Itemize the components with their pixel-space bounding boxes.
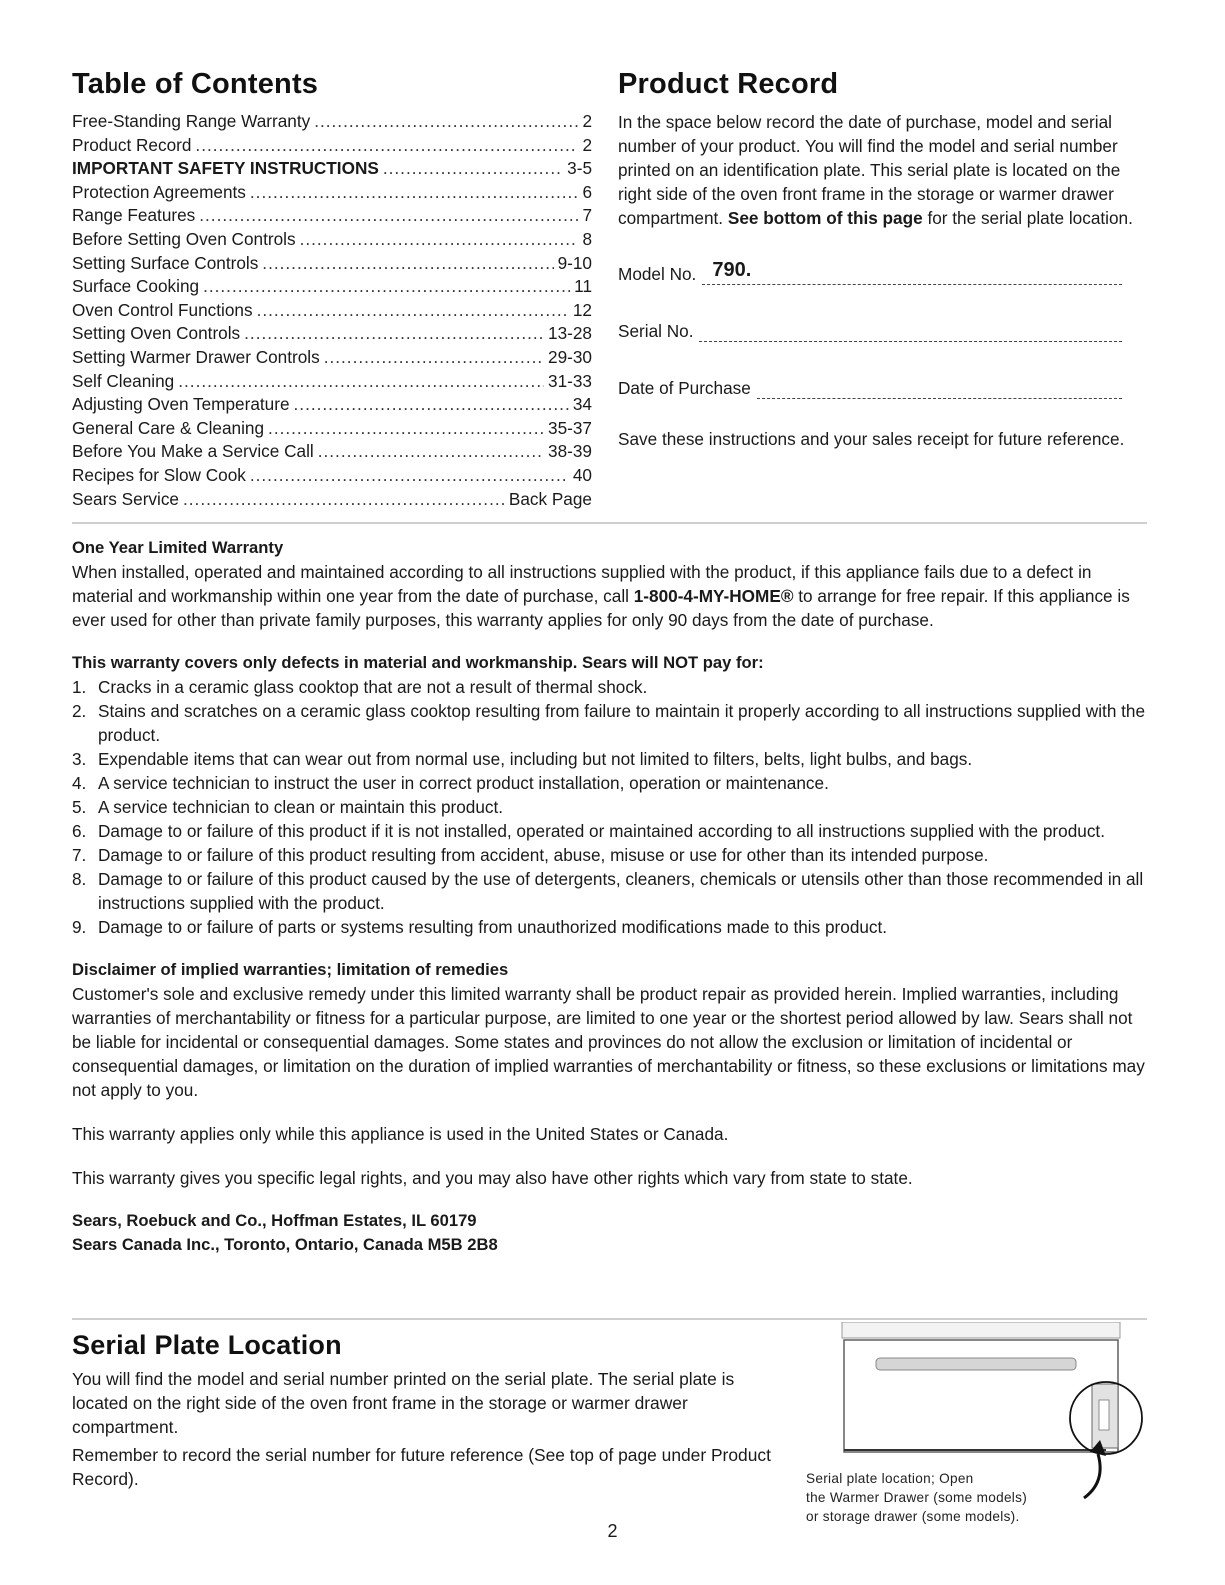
exclusion-number: 1.	[72, 677, 87, 697]
toc-entry-label: Free-Standing Range Warranty	[72, 111, 311, 131]
intro-text: In the space below record the date of purchase, model and serial number of your product. You will find the model and serial number printed on an identification plate. This serial plate is located on the right side of the oven front frame in the storage or warmer drawer compartment.	[618, 112, 1121, 228]
toc-leader-dots	[203, 275, 570, 299]
toc-entry[interactable]	[72, 299, 592, 323]
toc-entry-page: 40	[572, 464, 592, 485]
toc-entry-label: IMPORTANT SAFETY INSTRUCTIONS	[72, 158, 379, 179]
toc-entry-page: 29-30	[548, 346, 592, 367]
toc-entry-page: 2	[582, 134, 592, 155]
product-record-intro	[618, 110, 1148, 230]
disclaimer-heading: Disclaimer of implied warranties; limitation of remedies	[72, 960, 509, 979]
toc-entry-label: Sears Service	[72, 488, 179, 509]
warranty-body-end: to arrange for free repair. If this appliance is ever used for other than private family purposes, this warranty applies for only 90 days from the date of purchase.	[72, 586, 1130, 630]
toc-entry[interactable]	[72, 322, 592, 346]
disclaimer-text: Customer's sole and exclusive remedy under this limited warranty shall be product repair as provided herein. Implied warranties, including warranties of merchantability or fitness for a particular purpose, are limited to one year or the shortest period allowed by law. Sears shall not be liable for incidental or consequential damages. Some states and provinces do not allow the exclusion or limitation of incidental or consequential damages, or limitation on the duration of implied warranties of merchantability or fitness, so these exclusions or limitations may not apply to you.	[72, 984, 1145, 1100]
serial-plate-label	[1099, 1400, 1109, 1430]
caption-line-2: the Warmer Drawer (some models)	[806, 1490, 1028, 1505]
figure-caption	[806, 1469, 1027, 1526]
toc-leader-dots	[244, 322, 544, 346]
toc-entry[interactable]	[72, 110, 592, 134]
toc-entry-page: 6	[582, 181, 592, 202]
caption-line-1: Serial plate location; Open	[806, 1471, 974, 1486]
toc-entry[interactable]	[72, 464, 592, 488]
toc-entry-page: 11	[574, 276, 592, 297]
exclusion-text: Damage to or failure of parts or systems resulting from unauthorized modifications made to this product.	[98, 917, 888, 937]
toc-entry[interactable]	[72, 204, 592, 228]
serial-number-line[interactable]	[699, 319, 1122, 342]
covers-heading: This warranty covers only defects in material and workmanship. Sears will NOT pay for:	[72, 653, 764, 672]
warranty-phone: 1-800-4-MY-HOME®	[633, 586, 794, 606]
exclusion-item	[72, 867, 1147, 915]
toc-leader-dots	[318, 440, 544, 464]
drawer-handle	[876, 1358, 1076, 1370]
toc-entry-label: Protection Agreements	[72, 181, 246, 202]
caption-line-3: or storage drawer (some models).	[806, 1509, 1020, 1524]
exclusion-number: 8.	[72, 869, 87, 889]
divider-bottom	[72, 1318, 1147, 1320]
toc-entry-label: Self Cleaning	[72, 370, 175, 391]
exclusion-item	[72, 843, 1147, 867]
toc-entry[interactable]	[72, 181, 592, 205]
exclusion-text: Expendable items that can wear out from normal use, including but not limited to filters, belts, light bulbs, and bags.	[98, 749, 973, 769]
warranty-heading: One Year Limited Warranty	[72, 538, 284, 557]
toc-entry[interactable]	[72, 228, 592, 252]
exclusion-text: Damage to or failure of this product resulting from accident, abuse, misuse or use for other than its intended purpose.	[98, 845, 989, 865]
toc-entry[interactable]	[72, 346, 592, 370]
toc-leader-dots	[262, 252, 553, 276]
toc-leader-dots	[250, 181, 579, 205]
exclusion-number: 4.	[72, 773, 87, 793]
save-note: Save these instructions and your sales receipt for future reference.	[618, 429, 1125, 449]
toc-entry[interactable]	[72, 134, 592, 158]
serial-number-field[interactable]	[618, 319, 1122, 342]
toc-entry-page: 2	[582, 111, 592, 131]
toc-entry-page: 38-39	[548, 441, 592, 462]
toc-entry-label: Setting Warmer Drawer Controls	[72, 346, 320, 367]
exclusions-list	[72, 675, 1147, 939]
purchase-date-label: Date of Purchase	[618, 378, 751, 398]
toc-entry-label: Product Record	[72, 134, 192, 155]
rights-note: This warranty gives you specific legal rights, and you may also have other rights which vary from state to state.	[72, 1168, 913, 1188]
serial-plate-text: You will find the model and serial number printed on the serial plate. The serial plate is located on the right side of the oven front frame in the storage or warmer drawer compartment.	[72, 1369, 735, 1437]
toc-entry-label: Surface Cooking	[72, 276, 200, 297]
exclusion-item	[72, 795, 1147, 819]
exclusion-number: 5.	[72, 797, 87, 817]
toc-entry[interactable]	[72, 157, 592, 181]
toc-entry-label: Adjusting Oven Temperature	[72, 394, 290, 415]
toc-entry-label: Recipes for Slow Cook	[72, 464, 246, 485]
toc-entry-page: 13-28	[548, 323, 592, 344]
model-number-line[interactable]	[702, 259, 1122, 285]
pointer-arrow	[1084, 1454, 1100, 1498]
exclusion-number: 6.	[72, 821, 87, 841]
serial-plate-title: Serial Plate Location	[72, 1330, 342, 1360]
toc-entry-label: Before You Make a Service Call	[72, 441, 314, 462]
toc-entry-label: Oven Control Functions	[72, 299, 253, 320]
toc-leader-dots	[268, 417, 544, 441]
exclusion-item	[72, 699, 1147, 747]
toc-entry-page: 3-5	[567, 158, 592, 179]
model-number-label: Model No.	[618, 264, 697, 284]
exclusion-number: 2.	[72, 701, 87, 721]
toc-leader-dots	[300, 228, 579, 252]
toc-leader-dots	[383, 157, 563, 181]
toc-entry[interactable]	[72, 440, 592, 464]
purchase-date-field[interactable]	[618, 376, 1122, 399]
toc-entry-page: 9-10	[557, 252, 592, 273]
exclusion-number: 7.	[72, 845, 87, 865]
toc-leader-dots	[195, 134, 578, 158]
toc-entry-page: 8	[582, 228, 592, 249]
exclusion-item	[72, 771, 1147, 795]
warranty-section	[72, 536, 1147, 1257]
exclusion-text: A service technician to clean or maintain this product.	[98, 797, 504, 817]
address-canada: Sears Canada Inc., Toronto, Ontario, Canada M5B 2B8	[72, 1235, 498, 1254]
serial-plate-reminder: Remember to record the serial number for future reference (See top of page under Product Record).	[72, 1445, 771, 1489]
divider-top	[72, 522, 1147, 524]
toc-entry[interactable]	[72, 393, 592, 417]
exclusion-item	[72, 915, 1147, 939]
serial-number-label: Serial No.	[618, 321, 694, 341]
toc-entry[interactable]	[72, 252, 592, 276]
model-number-field[interactable]	[618, 259, 1122, 285]
exclusion-item	[72, 747, 1147, 771]
exclusion-item	[72, 819, 1147, 843]
toc-entry-label: Range Features	[72, 205, 196, 226]
toc-entry-label: Setting Surface Controls	[72, 252, 259, 273]
toc-leader-dots	[324, 346, 544, 370]
toc-list	[72, 110, 592, 511]
toc-leader-dots	[294, 393, 569, 417]
intro-tail: for the serial plate location.	[927, 208, 1133, 228]
toc-entry[interactable]	[72, 370, 592, 394]
toc-leader-dots	[183, 488, 505, 512]
exclusion-item	[72, 675, 1147, 699]
toc-entry-label: Before Setting Oven Controls	[72, 228, 296, 249]
region-note: This warranty applies only while this appliance is used in the United States or Canada.	[72, 1124, 729, 1144]
toc-entry-label: Setting Oven Controls	[72, 323, 241, 344]
toc-entry[interactable]	[72, 488, 592, 512]
toc-entry-page: 12	[572, 299, 592, 320]
toc-leader-dots	[178, 370, 544, 394]
toc-leader-dots	[314, 110, 578, 134]
product-record	[618, 68, 1148, 451]
page-number: 2	[607, 1521, 618, 1541]
product-record-title: Product Record	[618, 68, 839, 100]
oven-frame-top	[842, 1322, 1120, 1338]
toc-entry-label: General Care & Cleaning	[72, 417, 265, 438]
table-of-contents	[72, 68, 592, 511]
toc-entry[interactable]	[72, 275, 592, 299]
address-us: Sears, Roebuck and Co., Hoffman Estates, IL 60179	[72, 1211, 477, 1230]
model-number-value: 790.	[712, 259, 752, 281]
warranty-body	[72, 560, 1147, 632]
exclusion-text: Cracks in a ceramic glass cooktop that are not a result of thermal shock.	[98, 677, 648, 697]
toc-entry-page: 34	[572, 394, 592, 415]
toc-leader-dots	[199, 204, 578, 228]
toc-entry-page: 7	[582, 205, 592, 226]
toc-leader-dots	[250, 464, 569, 488]
toc-entry-page: 35-37	[548, 417, 592, 438]
exclusion-text: Damage to or failure of this product caused by the use of detergents, cleaners, chemicals or utensils other than those recommended in all instructions supplied with the product.	[98, 869, 1144, 913]
exclusion-text: Damage to or failure of this product if it is not installed, operated or maintained according to all instructions supplied with the product.	[98, 821, 1105, 841]
serial-plate-section	[72, 1330, 772, 1491]
toc-leader-dots	[257, 299, 569, 323]
exclusion-text: A service technician to instruct the user in correct product installation, operation or maintenance.	[98, 773, 829, 793]
intro-bold: See bottom of this page	[727, 208, 923, 228]
toc-entry[interactable]	[72, 417, 592, 441]
exclusion-number: 9.	[72, 917, 87, 937]
toc-title: Table of Contents	[72, 68, 319, 100]
exclusion-number: 3.	[72, 749, 87, 769]
toc-entry-page: Back Page	[508, 488, 592, 509]
toc-entry-page: 31-33	[548, 370, 592, 391]
warranty-body-start: When installed, operated and maintained according to all instructions supplied with the product, if this appliance fails due to a defect in material and workmanship within one year from the date of purchase, call	[72, 562, 1092, 606]
exclusion-text: Stains and scratches on a ceramic glass cooktop resulting from failure to maintain it properly according to all instructions supplied with the product.	[98, 701, 1146, 745]
purchase-date-line[interactable]	[757, 376, 1122, 399]
